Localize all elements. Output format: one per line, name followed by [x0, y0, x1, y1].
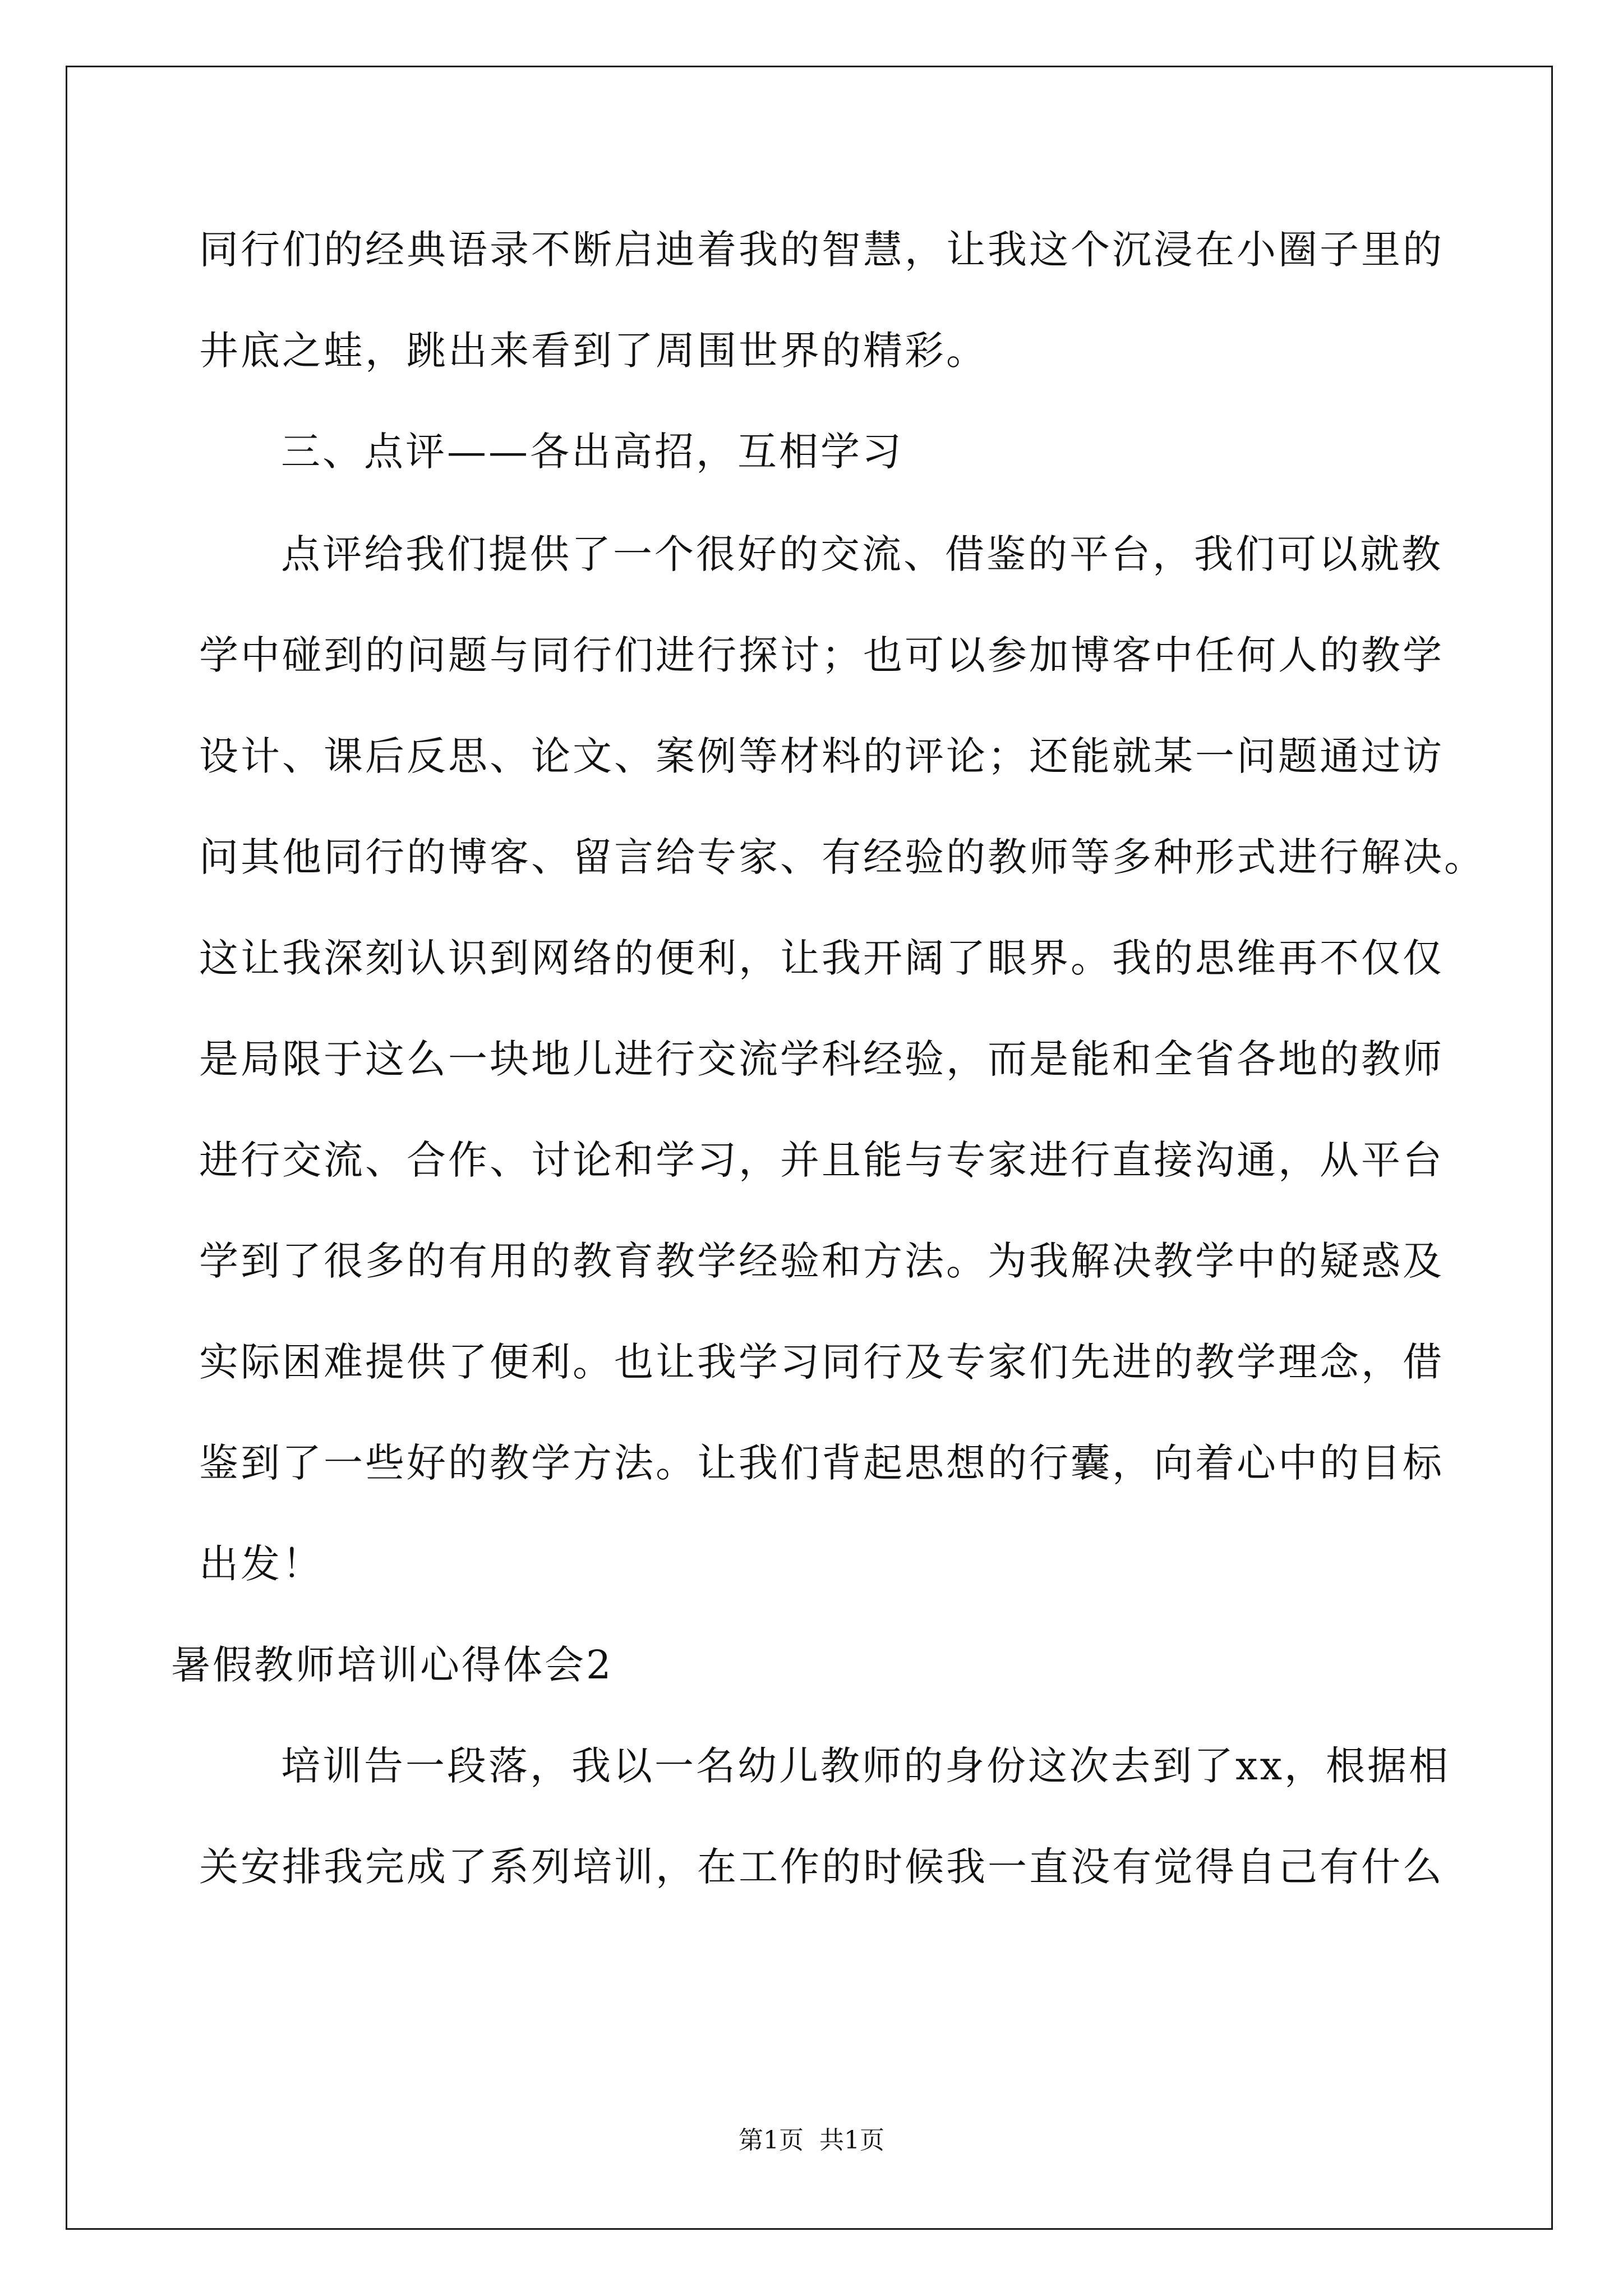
paragraph-line: 同行们的经典语录不断启迪着我的智慧，让我这个沉浸在小圈子里的 — [199, 227, 1444, 273]
paragraph-line: 学到了很多的有用的教育教学经验和方法。为我解决教学中的疑惑及 — [199, 1238, 1444, 1284]
paragraph-line: 培训告一段落，我以一名幼儿教师的身份这次去到了xx，根据相 — [281, 1743, 1450, 1789]
paragraph-line: 关安排我完成了系列培训，在工作的时候我一直没有觉得自己有什么 — [199, 1844, 1444, 1890]
page-number: 第1页 — [739, 2126, 804, 2155]
paragraph-line: 鉴到了一些好的教学方法。让我们背起思想的行囊，向着心中的目标 — [199, 1440, 1444, 1486]
page-total: 共1页 — [819, 2126, 884, 2155]
document-title: 暑假教师培训心得体会2 — [171, 1642, 614, 1688]
paragraph-line: 井底之蛙，跳出来看到了周围世界的精彩。 — [199, 328, 988, 374]
page-footer — [0, 2128, 1623, 2153]
paragraph-line: 这让我深刻认识到网络的便利，让我开阔了眼界。我的思维再不仅仅 — [199, 935, 1444, 981]
paragraph-line: 进行交流、合作、讨论和学习，并且能与专家进行直接沟通，从平台 — [199, 1137, 1444, 1183]
paragraph-line: 设计、课后反思、论文、案例等材料的评论；还能就某一问题通过访 — [199, 733, 1444, 779]
paragraph-line: 实际困难提供了便利。也让我学习同行及专家们先进的教学理念，借 — [199, 1339, 1444, 1385]
paragraph-line: 是局限于这么一块地儿进行交流学科经验，而是能和全省各地的教师 — [199, 1036, 1444, 1082]
section-heading: 三、点评——各出高招，互相学习 — [281, 429, 903, 475]
paragraph-line: 学中碰到的问题与同行们进行探讨；也可以参加博客中任何人的教学 — [199, 632, 1444, 678]
paragraph-line: 出发！ — [199, 1541, 324, 1587]
paragraph-line: 点评给我们提供了一个很好的交流、借鉴的平台，我们可以就教 — [281, 531, 1443, 577]
paragraph-line: 问其他同行的博客、留言给专家、有经验的教师等多种形式进行解决。 — [199, 834, 1486, 880]
